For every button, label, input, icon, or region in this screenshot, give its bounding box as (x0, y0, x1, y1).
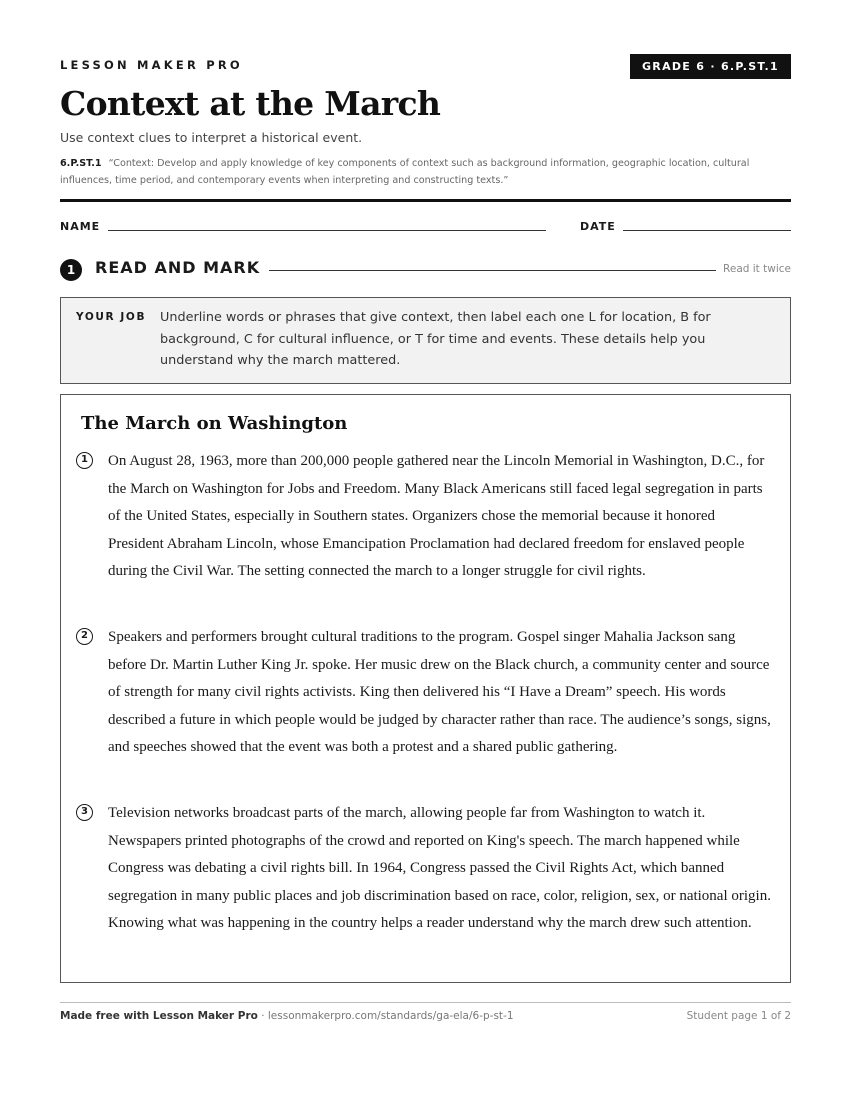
section-title: READ AND MARK (95, 258, 261, 277)
passage-paragraph: Television networks broadcast parts of the march, allowing people far from Washington to watch it. Newspapers printed photographs of the crowd and reported on King's speech. The march happened while Congress was debating a civil rights bill. In 1964, Congress passed the Civil Rights Act, which banned segregation in many public places and job discrimination based on race, color, religion, sex, or national origin. Knowing what was happening in the country helps a reader understand why the march drew such attention. (108, 805, 771, 932)
paragraph-number-badge: 3 (76, 804, 93, 821)
name-label: NAME (60, 220, 101, 233)
footer-url[interactable]: · lessonmakerpro.com/standards/ga-ela/6-p-st-1 (257, 1010, 514, 1022)
name-field-line[interactable] (108, 230, 546, 231)
instructions-box (60, 297, 791, 384)
standard-code: 6.P.ST.1 (60, 158, 102, 169)
footer-divider (60, 1002, 791, 1003)
section-divider (269, 270, 716, 271)
page-title: Context at the March (60, 84, 441, 123)
standard-text: “Context: Develop and apply knowledge of key components of context such as background information, geographic location, cultural influences, time period, and contemporary events when interpreting and constructing texts.” (60, 158, 750, 186)
grade-badge: GRADE 6 · 6.P.ST.1 (630, 54, 791, 79)
page-subtitle: Use context clues to interpret a historical event. (60, 130, 363, 145)
reading-passage (60, 394, 791, 983)
footer-made-with: Made free with Lesson Maker Pro (60, 1010, 258, 1022)
instructions-label: YOUR JOB (76, 311, 147, 323)
section-number-badge: 1 (60, 259, 82, 281)
instructions-text: Underline words or phrases that give context, then label each one L for location, B for background, C for cultural influence, or T for time and events. These details help you understand why the march mattered. (160, 310, 711, 368)
passage-title: The March on Washington (81, 413, 348, 434)
paragraph-number-badge: 1 (76, 452, 93, 469)
standard-description (60, 155, 791, 189)
brand-name: LESSON MAKER PRO (60, 58, 243, 72)
page-indicator: Student page 1 of 2 (686, 1010, 791, 1022)
date-label: DATE (580, 220, 616, 233)
section-note: Read it twice (723, 263, 791, 275)
paragraph-number-badge: 2 (76, 628, 93, 645)
header-divider (60, 199, 791, 202)
date-field-line[interactable] (623, 230, 791, 231)
passage-paragraph: On August 28, 1963, more than 200,000 people gathered near the Lincoln Memorial in Washington, D.C., for the March on Washington for Jobs and Freedom. Many Black Americans still faced legal segregation in parts of the United States, especially in Southern states. Organizers chose the memorial because it honored President Abraham Lincoln, whose Emancipation Proclamation had declared freedom for enslaved people during the Civil War. The setting connected the march to a longer struggle for civil rights. (108, 453, 765, 580)
worksheet-page (60, 0, 791, 1100)
passage-paragraph: Speakers and performers brought cultural traditions to the program. Gospel singer Mahalia Jackson sang before Dr. Martin Luther King Jr. spoke. Her music drew on the Black church, a community center and source of strength for many civil rights activists. King then delivered his “I Have a Dream” speech. His words described a future in which people would be judged by character rather than race. The audience’s songs, signs, and speeches showed that the event was both a protest and a shared public gathering. (108, 629, 771, 756)
footer-credit (60, 1010, 514, 1022)
